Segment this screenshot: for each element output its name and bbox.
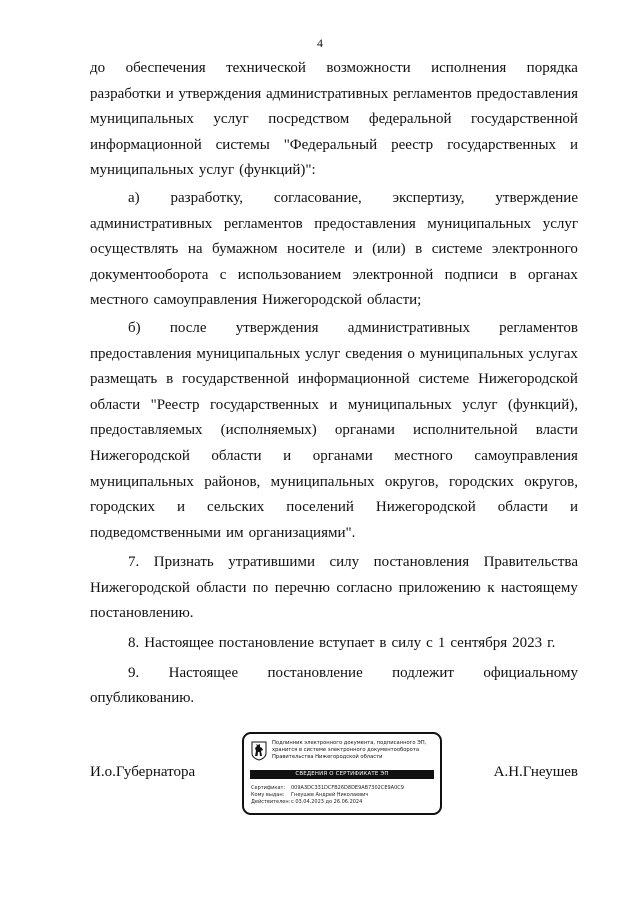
word: Правительства — [483, 554, 578, 571]
word: услуг — [542, 215, 578, 232]
word: силу — [391, 635, 422, 652]
word: до — [90, 60, 106, 76]
word: Настоящее — [168, 664, 239, 681]
word: 7. — [128, 554, 140, 571]
word: услуг — [213, 111, 249, 128]
word: и — [165, 85, 174, 102]
word: поселений — [286, 499, 354, 516]
word: им — [226, 524, 244, 541]
stamp-details — [251, 785, 437, 806]
word: власти — [535, 422, 578, 439]
word: городских — [448, 473, 514, 490]
text-line — [90, 158, 578, 184]
word: постановлению. — [90, 605, 194, 622]
word: реестр — [391, 136, 434, 153]
text-line — [90, 418, 578, 444]
text-line — [90, 107, 578, 133]
word: муниципальных — [90, 473, 194, 490]
word: утверждение — [495, 189, 578, 206]
word: городских — [90, 499, 155, 516]
word: регламентов — [392, 85, 472, 102]
word: системы — [215, 136, 270, 153]
word: после — [169, 319, 207, 336]
text-line — [90, 686, 578, 712]
word: г. — [547, 635, 556, 652]
word: и — [569, 499, 578, 516]
word: услуг — [462, 396, 498, 413]
word: возможности — [326, 60, 411, 76]
word: настоящему — [500, 579, 578, 596]
word: регламентов — [223, 215, 303, 232]
word: разработку, — [170, 189, 244, 206]
text-line — [90, 288, 578, 314]
word: разработки — [90, 85, 162, 102]
word: Настоящее — [144, 635, 214, 652]
word: предоставляемых — [90, 422, 203, 439]
word: самоуправления — [474, 447, 578, 464]
word: муниципальных — [196, 345, 301, 362]
paragraph — [90, 661, 578, 712]
word: подведомственными — [90, 524, 222, 541]
word: организациями". — [248, 524, 356, 541]
word: силу — [329, 554, 360, 571]
word: муниципальных — [90, 111, 194, 128]
text-line — [90, 444, 578, 470]
word: Нижегородской — [375, 499, 476, 516]
word: (или) — [372, 241, 406, 258]
word: а) — [128, 189, 140, 206]
text-line — [90, 576, 578, 602]
paragraph — [90, 550, 578, 627]
word: перечню — [274, 579, 330, 596]
word: области — [90, 396, 141, 413]
stamp-header-line: Правительства Нижегородской области — [272, 754, 383, 760]
certificate-row — [251, 785, 437, 792]
page-number: 4 — [317, 36, 323, 50]
word: согласование, — [273, 189, 362, 206]
word: Нижегородской — [90, 579, 190, 596]
certificate-label: Сертификат: — [251, 785, 286, 791]
word: на — [187, 241, 203, 258]
word: в — [379, 635, 387, 652]
word: утверждения — [235, 319, 319, 336]
word: документооборота — [90, 266, 209, 283]
text-line — [90, 316, 578, 342]
word: исполнения — [431, 60, 507, 76]
word: регламентов — [499, 319, 578, 336]
electronic-signature-stamp — [242, 732, 442, 815]
word: утверждения — [178, 85, 262, 102]
word: опубликованию. — [90, 690, 195, 707]
word: по — [252, 579, 269, 596]
word: области; — [367, 292, 422, 309]
word: и — [354, 241, 363, 258]
text-line — [90, 631, 578, 657]
signatory-name: А.Н.Гнеушев — [493, 764, 578, 780]
word: федеральной — [368, 111, 452, 128]
word: (функций), — [507, 396, 578, 413]
word: сельских — [206, 499, 265, 516]
word: размещать — [90, 371, 158, 388]
word: технической — [226, 60, 306, 76]
word: в — [415, 241, 423, 258]
text-line — [90, 393, 578, 419]
word: административных — [90, 215, 213, 232]
word: административных — [265, 85, 389, 102]
validity-label: Действителен: — [251, 799, 291, 805]
owner-value: Гнеушев Андрей Николаевич — [291, 792, 369, 798]
word: подписи — [444, 266, 499, 283]
word: муниципальных — [90, 162, 194, 179]
word: округов, — [524, 473, 578, 490]
word: органами — [334, 422, 395, 439]
word: экспертизу, — [392, 189, 465, 206]
word: самоуправления — [153, 292, 258, 309]
word: сведения — [345, 345, 403, 362]
word: постановления — [373, 554, 470, 571]
word: б) — [128, 319, 141, 336]
word: с — [219, 266, 227, 283]
word: подлежит — [392, 664, 454, 681]
word: носителе — [287, 241, 345, 258]
word: 2023 — [512, 635, 543, 652]
word: 1 — [437, 635, 446, 652]
word: о — [407, 345, 415, 362]
word: Нижегородской — [262, 292, 363, 309]
paragraph — [90, 631, 578, 657]
text-line — [90, 212, 578, 238]
word: услуг — [305, 345, 341, 362]
text-line — [90, 56, 578, 82]
word: Нижегородской — [478, 371, 578, 388]
word: округов, — [384, 473, 439, 490]
coat-of-arms-icon — [251, 741, 267, 761]
word: муниципальных — [419, 345, 524, 362]
text-line — [90, 495, 578, 521]
word: услугах — [528, 345, 578, 362]
word: постановление — [267, 664, 363, 681]
word: официальному — [483, 664, 578, 681]
word: услуг — [198, 162, 235, 179]
word: с — [426, 635, 433, 652]
word: органами — [312, 447, 373, 464]
text-line — [90, 521, 578, 547]
word: органах — [527, 266, 578, 283]
word: согласно — [336, 579, 393, 596]
signatory-position: И.о.Губернатора — [90, 764, 196, 780]
word: районов, — [204, 473, 261, 490]
text-line — [90, 186, 578, 212]
stamp-header-line: Подлинник электронного документа, подписанного ЭП, — [272, 740, 427, 746]
word: бумажном — [212, 241, 278, 258]
word: (функций)": — [239, 162, 316, 179]
word: использованием — [237, 266, 342, 283]
word: постановление — [218, 635, 314, 652]
word: и — [569, 136, 578, 153]
word: Признать — [153, 554, 214, 571]
word: 9. — [128, 664, 140, 681]
word: и — [329, 396, 338, 413]
word: информационной — [297, 371, 410, 388]
stamp-header — [272, 740, 436, 761]
text-line — [90, 601, 578, 627]
word: предоставления — [476, 85, 578, 102]
paragraph — [90, 316, 578, 546]
word: государственной — [182, 371, 289, 388]
word: в — [166, 371, 174, 388]
word: к — [487, 579, 495, 596]
word: утратившими — [228, 554, 315, 571]
text-line — [90, 82, 578, 108]
text-line — [90, 550, 578, 576]
word: информационной — [90, 136, 202, 153]
word: исполнительной — [412, 422, 518, 439]
stamp-header-line: хранится в системе электронного документооборота — [272, 747, 420, 753]
owner-row — [251, 792, 437, 799]
word: предоставления — [90, 345, 192, 362]
certificate-value: 009A3DC331DCFB26D8DE9AB7302CE9A0C9 — [291, 785, 404, 791]
text-line — [90, 470, 578, 496]
word: электронного — [491, 241, 578, 258]
word: в — [509, 266, 517, 283]
word: порядка — [526, 60, 578, 76]
word: муниципальных — [427, 215, 532, 232]
word: 8. — [128, 635, 140, 652]
word: осуществлять — [90, 241, 179, 258]
text-line — [90, 237, 578, 263]
stamp-title: СВЕДЕНИЯ О СЕРТИФИКАТЕ ЭП — [250, 770, 434, 779]
owner-label: Кому выдан: — [251, 792, 285, 798]
word: системе — [418, 371, 470, 388]
word: государственных — [447, 136, 557, 153]
word: государственных — [209, 396, 319, 413]
word: сентября — [450, 635, 508, 652]
validity-row — [251, 799, 437, 806]
word: "Реестр — [150, 396, 200, 413]
word: и — [176, 499, 185, 516]
text-line — [90, 342, 578, 368]
word: (исполняемых) — [220, 422, 317, 439]
word: местного — [90, 292, 149, 309]
validity-value: с 03.04.2023 до 26.06.2024 — [291, 799, 363, 805]
word: приложению — [398, 579, 481, 596]
document-body — [90, 56, 578, 712]
text-line — [90, 367, 578, 393]
word: электронной — [352, 266, 434, 283]
word: и — [283, 447, 292, 464]
word: области — [211, 447, 262, 464]
word: государственной — [471, 111, 578, 128]
word: вступает — [318, 635, 375, 652]
word: области — [196, 579, 247, 596]
word: "Федеральный — [283, 136, 378, 153]
word: области — [497, 499, 548, 516]
word: муниципальных — [347, 396, 452, 413]
word: предоставления — [314, 215, 416, 232]
word: местного — [394, 447, 453, 464]
paragraph — [90, 186, 578, 314]
word: посредством — [268, 111, 350, 128]
text-line — [90, 661, 578, 687]
paragraph — [90, 56, 578, 184]
word: Нижегородской — [90, 447, 190, 464]
text-line — [90, 133, 578, 159]
word: административных — [347, 319, 470, 336]
text-line — [90, 263, 578, 289]
word: обеспечения — [125, 60, 206, 76]
word: системе — [431, 241, 483, 258]
word: муниципальных — [270, 473, 375, 490]
